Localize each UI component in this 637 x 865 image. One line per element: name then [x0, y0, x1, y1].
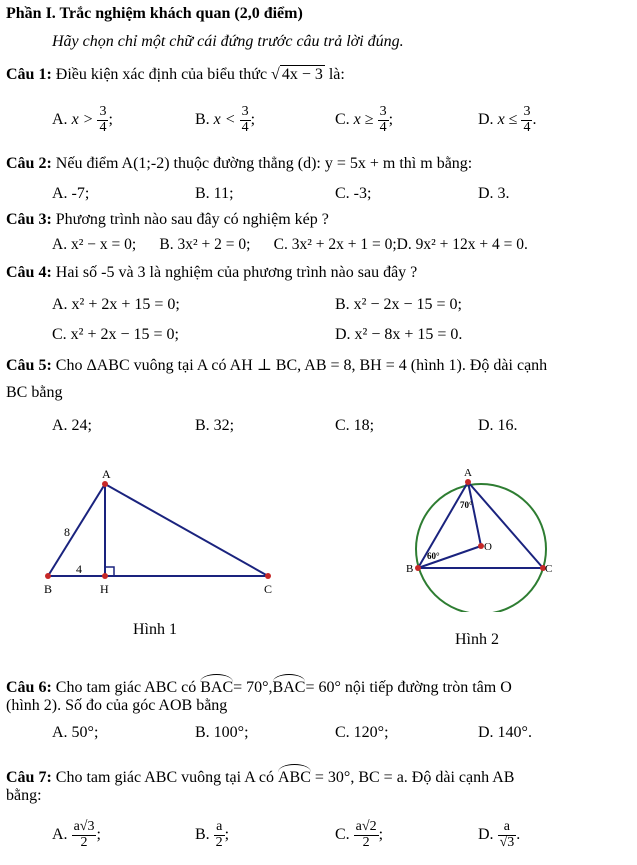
q1-label: Câu 1:	[6, 66, 52, 83]
fig1-label-b: B	[44, 582, 53, 596]
fraction: $\frac{3}{4}$	[523, 104, 531, 135]
q1-option-c: C. x ≥ $\frac{3}{4}$ ;	[335, 104, 394, 135]
fig1-label-c: C	[264, 582, 273, 596]
angle-arc: BAC	[200, 675, 233, 697]
part-instruction: Hãy chọn chỉ một chữ cái đứng trước câu trả lời đúng.	[52, 33, 404, 50]
fraction: $\frac{a√2}{2}$	[355, 819, 377, 850]
q5-option-b: B. 32;	[195, 417, 235, 434]
q3-options: A. x² − x = 0; B. 3x² + 2 = 0; C. 3x² + 2x + 1 = 0;D. 9x² + 12x + 4 = 0.	[52, 236, 528, 253]
q6-stem-line2: (hình 2). Số đo của góc AOB bằng	[6, 697, 228, 714]
fig2-angle-a: 70°	[460, 500, 473, 510]
fraction: $\frac{3}{4}$	[99, 104, 107, 135]
part-title: Phần I. Trắc nghiệm khách quan (2,0 điểm)	[6, 5, 303, 22]
fig1-label-h: H	[100, 582, 109, 596]
figure-2	[398, 462, 558, 612]
q5-text: Cho ΔABC vuông tại A có AH ⊥ BC, AB = 8, BH = 4 (hình 1). Độ dài cạnh	[55, 357, 548, 374]
fraction: $\frac{3}{4}$	[241, 104, 249, 135]
angle-arc: ABC	[278, 765, 311, 787]
q4-stem	[6, 264, 417, 282]
q4-option-d: D. x² − 8x + 15 = 0.	[335, 326, 463, 343]
q6-option-b: B. 100°;	[195, 724, 249, 741]
q7-option-c: C. $\frac{a√2}{2}$ ;	[335, 819, 384, 850]
q1-option-b: B. x < $\frac{3}{4}$ ;	[195, 104, 256, 135]
figure-2-caption: Hình 2	[455, 631, 499, 648]
q4-option-b: B. x² − 2x − 15 = 0;	[335, 296, 462, 313]
fraction: $\frac{a}{√3}$	[499, 819, 515, 850]
q1-text: Điều kiện xác định của biểu thức	[55, 66, 268, 83]
q1-expr: 4x − 3	[281, 66, 323, 83]
q2-text: Nếu điểm A(1;-2) thuộc đường thẳng (d): y = 5x + m thì m bằng:	[55, 155, 473, 172]
q2-option-d: D. 3.	[478, 185, 510, 202]
q2-option-c: C. -3;	[335, 185, 372, 202]
q7-option-b: B. $\frac{a}{2}$ ;	[195, 819, 230, 850]
q4-label: Câu 4:	[6, 264, 52, 281]
q6-stem: Câu 6: Cho tam giác ABC có BAC= 70°,BAC= 60° nội tiếp đường tròn tâm O	[6, 675, 512, 697]
q5-option-c: C. 18;	[335, 417, 375, 434]
q2-stem	[6, 155, 472, 173]
q4-option-c: C. x² + 2x − 15 = 0;	[52, 326, 179, 343]
q1-tail: là:	[328, 66, 345, 83]
figure-1	[30, 462, 290, 602]
q6-option-a: A. 50°;	[52, 724, 99, 741]
fraction: $\frac{a}{2}$	[215, 819, 223, 850]
q3-stem	[6, 211, 329, 229]
fraction: $\frac{a√3}{2}$	[73, 819, 95, 850]
q7-label: Câu 7:	[6, 769, 52, 786]
q7-stem-line2: bằng:	[6, 787, 42, 804]
q2-option-a: A. -7;	[52, 185, 90, 202]
q2-label: Câu 2:	[6, 155, 52, 172]
q1-stem: Câu 1: Điều kiện xác định của biểu thức √ 4x − 3 là:	[6, 66, 345, 83]
q3-label: Câu 3:	[6, 211, 52, 228]
q4-text: Hai số -5 và 3 là nghiệm của phương trình nào sau đây ?	[55, 264, 418, 281]
fig2-label-b: B	[406, 563, 414, 575]
q6-label: Câu 6:	[6, 679, 52, 696]
fig1-label-a: A	[102, 467, 111, 481]
fig1-length-ab: 8	[64, 525, 70, 539]
q7-option-a: A. $\frac{a√3}{2}$ ;	[52, 819, 101, 850]
angle-arc: BAC	[273, 675, 306, 697]
fig2-label-a: A	[464, 467, 472, 479]
q4-option-a: A. x² + 2x + 15 = 0;	[52, 296, 180, 313]
q3-text: Phương trình nào sau đây có nghiệm kép ?	[55, 211, 329, 228]
q5-label: Câu 5:	[6, 357, 52, 374]
fig2-angle-b: 60°	[427, 551, 440, 561]
q5-option-a: A. 24;	[52, 417, 92, 434]
fig2-label-o: O	[484, 541, 492, 553]
q6-option-d: D. 140°.	[478, 724, 532, 741]
q2-option-b: B. 11;	[195, 185, 234, 202]
fig1-length-bh: 4	[76, 562, 82, 576]
q1-option-a: A. x > $\frac{3}{4}$ ;	[52, 104, 113, 135]
q6-option-c: C. 120°;	[335, 724, 389, 741]
q7-option-d: D. $\frac{a}{√3}$ .	[478, 819, 521, 850]
q5-option-d: D. 16.	[478, 417, 518, 434]
q7-stem: Câu 7: Cho tam giác ABC vuông tại A có ABC = 30°, BC = a. Độ dài cạnh AB	[6, 765, 514, 787]
fraction: $\frac{3}{4}$	[379, 104, 387, 135]
q5-stem	[6, 355, 547, 375]
fig2-label-c: C	[545, 563, 553, 575]
figure-1-caption: Hình 1	[133, 621, 177, 638]
q5-stem-line2: BC bằng	[6, 384, 63, 401]
q1-option-d: D. x ≤ $\frac{3}{4}$ .	[478, 104, 537, 135]
